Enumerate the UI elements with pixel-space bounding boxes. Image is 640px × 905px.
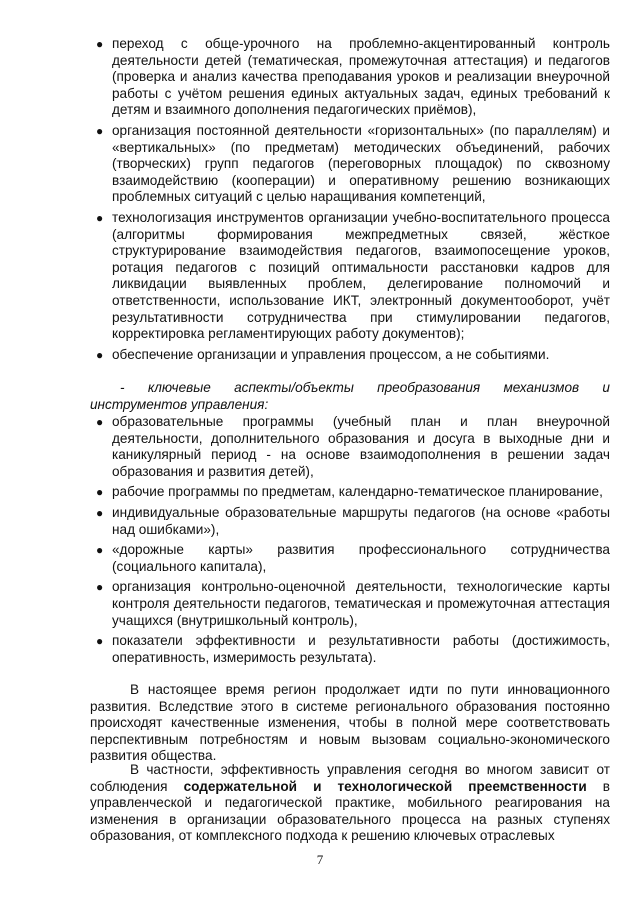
list-item-text: «дорожные карты» развития профессионального сотрудничества (социального капитала), bbox=[112, 542, 610, 574]
bullet-list-mechanisms bbox=[96, 36, 610, 367]
list-item-text: рабочие программы по предметам, календарно-тематическое планирование, bbox=[112, 484, 603, 500]
list-item bbox=[96, 414, 610, 480]
list-item-text: индивидуальные образовательные маршруты педагогов (на основе «работы над ошибками»), bbox=[112, 504, 610, 537]
bullet-icon: ● bbox=[96, 37, 104, 51]
list-item bbox=[96, 36, 610, 119]
list-item bbox=[96, 633, 610, 666]
paragraph-management-efficiency bbox=[90, 762, 610, 845]
subheading-text: - ключевые аспекты/объекты преобразования механизмов и инструментов управления: bbox=[90, 380, 610, 412]
paragraph-region-development bbox=[90, 682, 610, 765]
bullet-icon: ● bbox=[96, 505, 104, 520]
list-item-text: технологизация инструментов организации учебно-воспитательного процесса (алгоритмы формирования межпредметных связей, жёсткое структурирование взаимодействия педагогов, взаимопосещение уроков, ротация педагогов с позиций оптимальности расстановки кадров для ликвидации выявленных проблем, делегирование полномочий и ответственности, использование ИКТ, электронный документооборот, учёт результативности сотрудничества при стимулировании педагогов, корректировка регламентирующих работу документов); bbox=[112, 209, 610, 342]
page-number: 7 bbox=[316, 852, 324, 867]
bold-emphasis: содержательной и технологической преемственности bbox=[183, 778, 587, 794]
bullet-icon: ● bbox=[96, 485, 104, 500]
list-item-text: переход с обще-урочного на проблемно-акцентированный контроль деятельности детей (тематическая, промежуточная аттестация) и педагогов (проверка и анализ качества преподавания уроков и реализации внеурочной работы с учётом решения единых актуальных задач, единых требований к детям и взаимного дополнения педагогических приёмов), bbox=[112, 36, 610, 118]
list-item-text: обеспечение организации и управления процессом, а не событиями. bbox=[112, 346, 550, 362]
bullet-icon: ● bbox=[96, 210, 104, 225]
list-item-text: организация контрольно-оценочной деятельности, технологические карты контроля деятельности педагогов, тематическая и промежуточная аттестация учащихся (внутришкольный контроль), bbox=[112, 579, 610, 628]
bullet-icon: ● bbox=[96, 347, 104, 362]
bullet-icon: ● bbox=[96, 123, 104, 138]
list-item bbox=[96, 579, 610, 629]
list-item-text: показатели эффективности и результативности работы (достижимость, оперативность, измеримость результата). bbox=[112, 633, 610, 665]
list-item-text: образовательные программы (учебный план и план внеурочной деятельности, дополнительного образования и досуга в выходные дни и каникулярный период - на основе взаимодополнения в решении задач образования и развития детей), bbox=[112, 414, 610, 479]
bullet-list-objects bbox=[96, 414, 610, 670]
bullet-icon: ● bbox=[96, 580, 104, 595]
subheading bbox=[90, 380, 610, 413]
bullet-icon: ● bbox=[96, 543, 104, 558]
list-item bbox=[96, 542, 610, 575]
list-item bbox=[96, 209, 610, 343]
list-item bbox=[96, 122, 610, 206]
bullet-icon: ● bbox=[96, 415, 104, 429]
list-item-text: организация постоянной деятельности «горизонтальных» (по параллелям) и «вертикальных» (по предметам) методических объединений, рабочих (творческих) групп педагогов (переговорных площадок) по сквозному взаимодействию (кооперации) и оперативному решению возникающих проблемных ситуаций с целью наращивания компетенций, bbox=[112, 122, 610, 205]
paragraph-text-before: В частности, эффективность управления сегодня во многом зависит от соблюдения bbox=[90, 762, 610, 794]
bullet-icon: ● bbox=[96, 634, 104, 649]
list-item bbox=[96, 504, 610, 538]
paragraph-text-after: в управленческой и педагогической практике, мобильного реагирования на изменения в организации образовательного процесса на разных ступенях образования, от комплексного подхода к решению ключевых отраслевых bbox=[90, 778, 611, 844]
list-item bbox=[96, 346, 610, 364]
paragraph-text: В настоящее время регион продолжает идти по пути инновационного развития. Вследствие этого в системе регионального образования постоянно происходят качественные изменения, чтобы в полной мере соответствовать перспективным потребностям и новым вызовам социально-экономического развития общества. bbox=[90, 682, 610, 764]
list-item bbox=[96, 484, 610, 501]
